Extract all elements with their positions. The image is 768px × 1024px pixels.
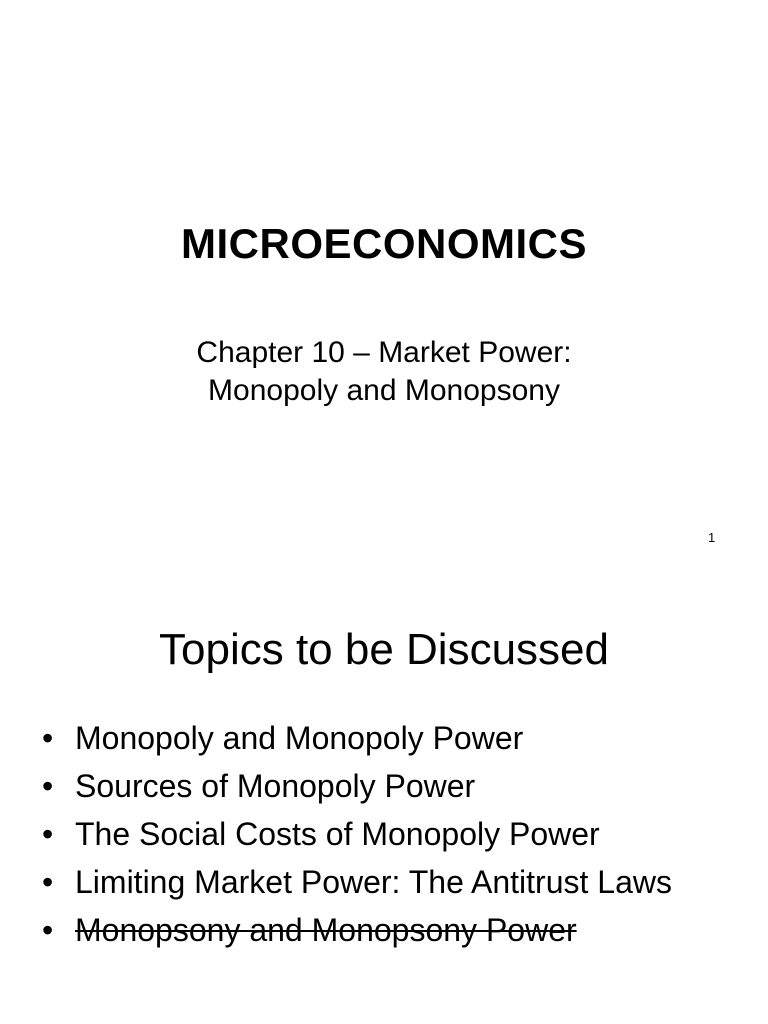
topics-list (40, 714, 760, 954)
bullet-icon: • (42, 768, 54, 804)
list-item (40, 906, 760, 954)
subtitle-line-2: Monopoly and Monopsony (208, 374, 560, 407)
slide-title: MICROECONOMICS (181, 220, 587, 267)
list-item (40, 762, 760, 810)
list-item (40, 810, 760, 858)
bullet-icon: • (42, 864, 54, 900)
list-item-text: Sources of Monopoly Power (75, 768, 476, 804)
bullet-icon: • (42, 720, 54, 756)
subtitle-line-1: Chapter 10 – Market Power: (196, 336, 572, 369)
topics-title: Topics to be Discussed (159, 625, 609, 674)
page-number: 1 (708, 530, 716, 545)
topics-slide (0, 570, 768, 1024)
list-item (40, 714, 760, 762)
bullet-icon: • (42, 816, 54, 852)
list-item-text: The Social Costs of Monopoly Power (75, 816, 600, 852)
list-item (40, 858, 760, 906)
list-item-text: Monopoly and Monopoly Power (75, 720, 524, 756)
bullet-icon: • (42, 912, 54, 948)
slide-subtitle (0, 334, 768, 410)
list-item-text-struck: Monopsony and Monopsony Power (75, 912, 577, 948)
list-item-text: Limiting Market Power: The Antitrust Laws (75, 864, 672, 900)
